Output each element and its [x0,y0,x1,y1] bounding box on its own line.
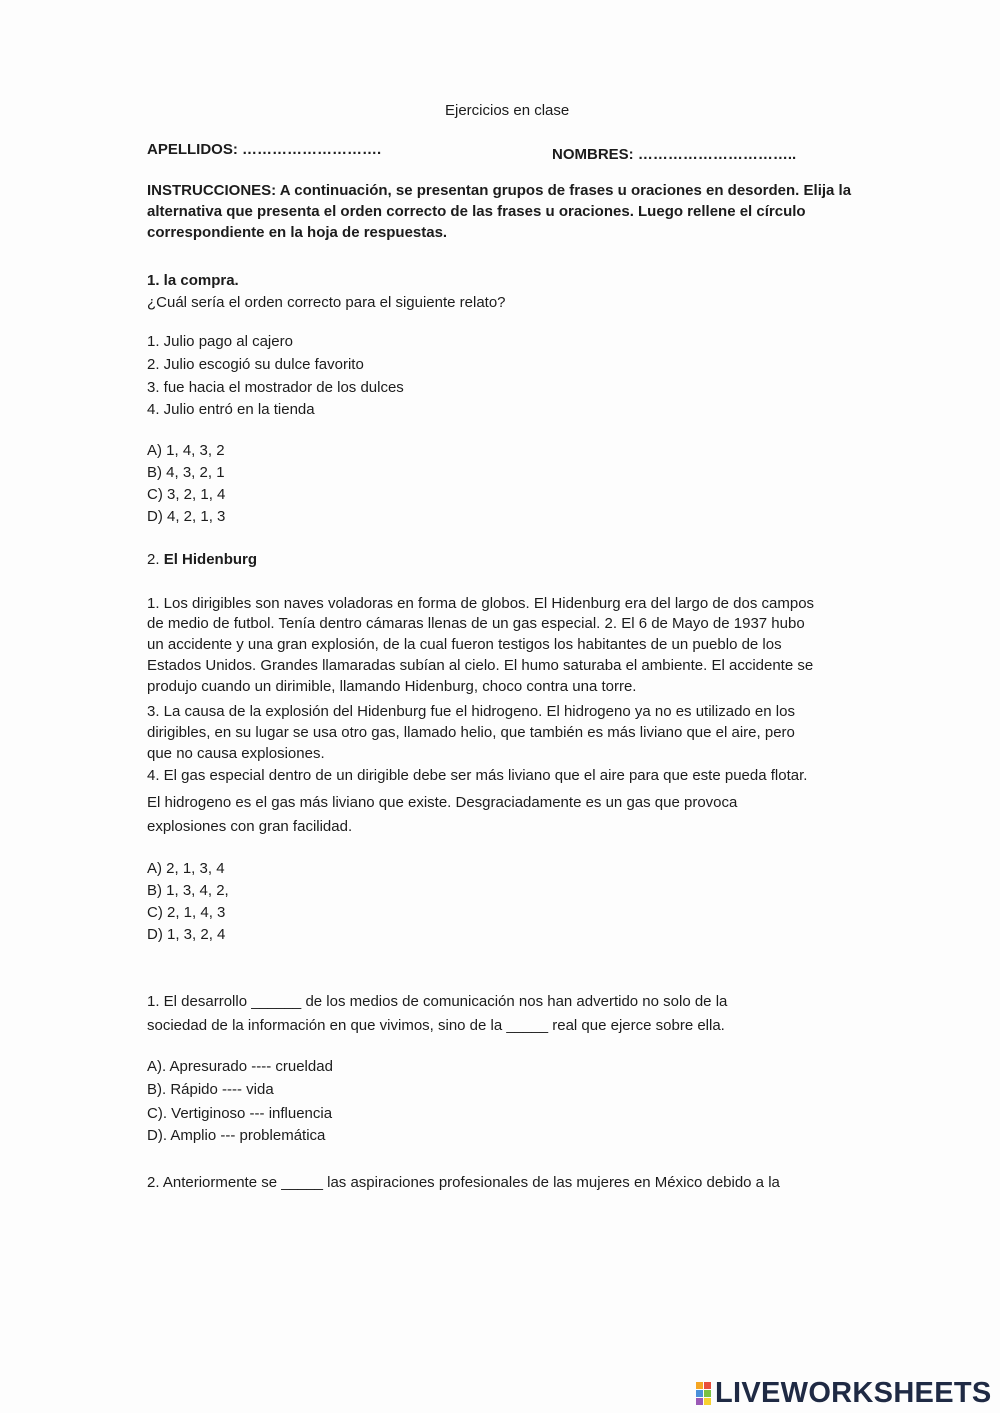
q1-option-a: A) 1, 4, 3, 2 [147,442,225,459]
nombres-field: NOMBRES: ………………………….. [552,146,797,163]
q3-option-d: D). Amplio --- problemática [147,1127,326,1144]
q3-text-line: 1. El desarrollo ______ de los medios de comunicación nos han advertido no solo de la [147,993,728,1010]
q2-text-line: El hidrogeno es el gas más liviano que existe. Desgraciadamente es un gas que provoca [147,794,738,811]
q2-text-line: de medio de futbol. Tenía dentro cámaras llenas de un gas especial. 2. El 6 de Mayo de 1937 hubo [147,615,805,632]
q2-text-line: Estados Unidos. Grandes llamaradas subían al cielo. El humo saturaba el ambiente. El accidente se [147,657,814,674]
q2-text-line: que no causa explosiones. [147,745,325,762]
q2-number: 2. [147,551,160,568]
liveworksheets-brand [696,1378,992,1408]
q1-item: 3. fue hacia el mostrador de los dulces [147,379,404,396]
q2-text-line: 4. El gas especial dentro de un dirigible debe ser más liviano que el aire para que este pueda flotar. [147,767,808,784]
instructions-line: INSTRUCCIONES: A continuación, se presentan grupos de frases u oraciones en desorden. Elija la [147,182,852,199]
liveworksheets-logo-icon [696,1382,711,1405]
q1-option-b: B) 4, 3, 2, 1 [147,464,225,481]
q2-text-line: un accidente y una gran explosión, de la cual fueron testigos los habitantes de un pueblo de los [147,636,782,653]
q2-heading [147,551,257,569]
q1-item: 1. Julio pago al cajero [147,333,293,350]
q1-item: 4. Julio entró en la tienda [147,401,315,418]
q2-text-line: 3. La causa de la explosión del Hidenburg fue el hidrogeno. El hidrogeno ya no es utilizado en los [147,703,795,720]
q3-option-a: A). Apresurado ---- crueldad [147,1058,333,1075]
q4-text-line: 2. Anteriormente se _____ las aspiraciones profesionales de las mujeres en México debido a la [147,1174,780,1191]
q2-title: El Hidenburg [163,551,258,568]
q3-option-b: B). Rápido ---- vida [147,1081,274,1098]
q2-option-a: A) 2, 1, 3, 4 [147,860,225,877]
q2-option-d: D) 1, 3, 2, 4 [147,926,226,943]
apellidos-field: APELLIDOS: ………………………. [147,141,382,158]
q1-prompt: ¿Cuál sería el orden correcto para el siguiente relato? [147,294,506,311]
q2-text-line: dirigibles, en su lugar se usa otro gas, llamado helio, que también es más liviano que el aire, pero [147,724,795,741]
q3-option-c: C). Vertiginoso --- influencia [147,1105,333,1122]
q2-text-line: explosiones con gran facilidad. [147,818,353,835]
q1-option-c: C) 3, 2, 1, 4 [147,486,226,503]
q2-option-b: B) 1, 3, 4, 2, [147,882,229,899]
q2-option-c: C) 2, 1, 4, 3 [147,904,226,921]
q2-text-line: 1. Los dirigibles son naves voladoras en forma de globos. El Hidenburg era del largo de dos campos [147,595,815,612]
brand-name: LIVEWORKSHEETS [715,1376,992,1409]
q1-option-d: D) 4, 2, 1, 3 [147,508,226,525]
instructions-line: correspondiente en la hoja de respuestas. [147,224,448,241]
page-title: Ejercicios en clase [445,102,570,119]
q2-text-line: produjo cuando un dirimible, llamando Hidenburg, choco contra una torre. [147,678,637,695]
instructions [147,180,851,243]
q1-heading: 1. la compra. [147,272,239,289]
instructions-line: alternativa que presenta el orden correcto de las frases u oraciones. Luego rellene el círculo [147,203,806,220]
q1-item: 2. Julio escogió su dulce favorito [147,356,364,373]
q3-text-line: sociedad de la información en que vivimos, sino de la _____ real que ejerce sobre ella. [147,1017,725,1034]
